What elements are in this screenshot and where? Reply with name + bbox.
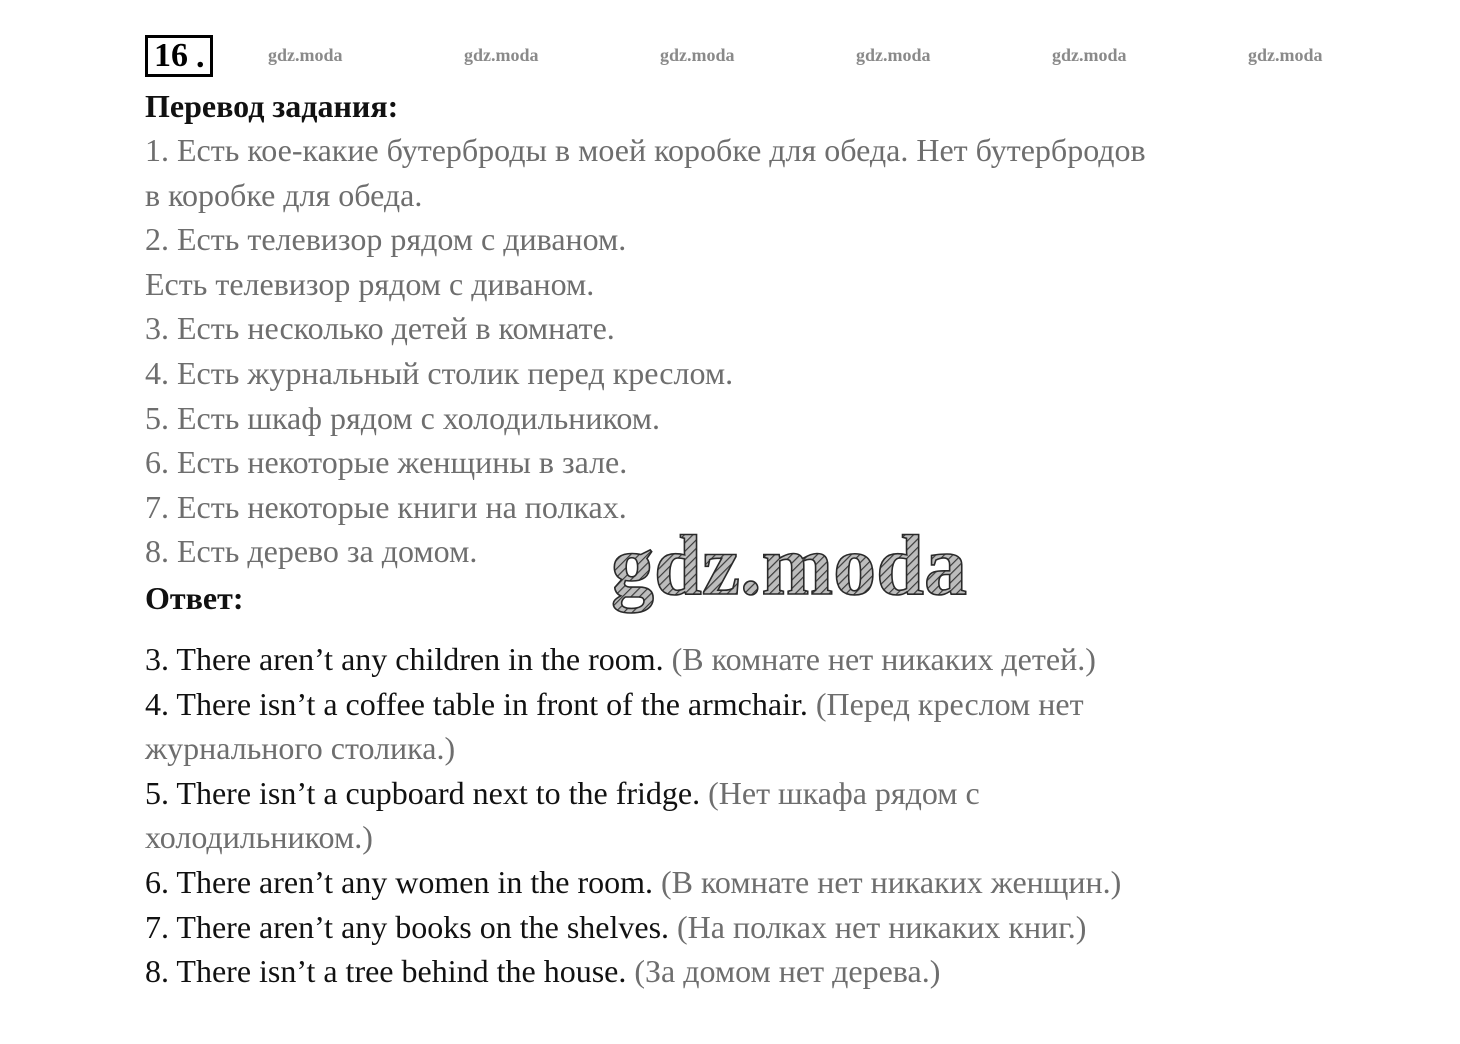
answer-russian: (На полках нет никаких книг.) (677, 908, 1087, 945)
translation-line: 2. Есть телевизор рядом с диваном. (145, 221, 627, 258)
translation-line: 4. Есть журнальный столик перед креслом. (145, 354, 734, 391)
watermark-row (0, 45, 1460, 69)
task-number: 16 (154, 37, 188, 74)
answer-english: 7. There aren’t any books on the shelves. (145, 908, 678, 945)
translation-line: 5. Есть шкаф рядом с холодильником. (145, 399, 660, 436)
watermark-small: gdz.moda (660, 45, 735, 65)
translation-line: 8. Есть дерево за домом. (145, 533, 478, 570)
answer-russian: (Перед креслом нет (815, 685, 1084, 722)
answer-item (145, 905, 1395, 950)
translation-line: Есть телевизор рядом с диваном. (145, 265, 595, 302)
answer-english: 8. There isn’t a tree behind the house. (145, 953, 635, 990)
answer-item (145, 949, 1395, 994)
watermark-small: gdz.moda (1248, 45, 1323, 65)
watermark-logo-graphic (605, 520, 1025, 620)
answer-text (145, 637, 1395, 994)
answer-english: 4. There isn’t a coffee table in front of the armchair. (145, 685, 816, 722)
answer-english: 5. There isn’t a cupboard next to the fridge. (145, 774, 709, 811)
answer-heading: Ответ: (145, 580, 244, 616)
answer-russian: (За домом нет дерева.) (634, 953, 941, 990)
answer-russian: (Нет шкафа рядом с (708, 774, 980, 811)
answer-english: 3. There aren’t any children in the room. (145, 641, 672, 677)
watermark-small: gdz.moda (268, 45, 343, 65)
answer-russian: (В комнате нет никаких женщин.) (661, 863, 1122, 900)
watermark-small: gdz.moda (1052, 45, 1127, 65)
translation-text (145, 128, 1395, 574)
watermark-logo-text: gdz.moda (611, 520, 967, 613)
answer-item (145, 771, 1395, 816)
answer-english: 6. There aren’t any women in the room. (145, 863, 661, 900)
answer-russian-continued: журнального столика.) (145, 730, 456, 767)
answer-russian-continued: холодильником.) (145, 819, 373, 856)
watermark-small: gdz.moda (856, 45, 931, 65)
translation-line: в коробке для обеда. (145, 176, 423, 213)
translation-line: 7. Есть некоторые книги на полках. (145, 488, 627, 525)
translation-line: 3. Есть несколько детей в комнате. (145, 310, 615, 347)
answer-item (145, 682, 1395, 727)
translation-heading: Перевод задания: (145, 88, 399, 124)
watermark-logo (605, 520, 1025, 620)
translation-line: 1. Есть кое-какие бутерброды в моей коробке для обеда. Нет бутербродов (145, 132, 1146, 168)
answer-item (145, 860, 1395, 905)
task-number-dot: . (196, 38, 205, 75)
translation-line: 6. Есть некоторые женщины в зале. (145, 444, 628, 481)
answer-item (145, 637, 1395, 682)
answer-russian: (В комнате нет никаких детей.) (671, 641, 1096, 677)
watermark-small: gdz.moda (464, 45, 539, 65)
